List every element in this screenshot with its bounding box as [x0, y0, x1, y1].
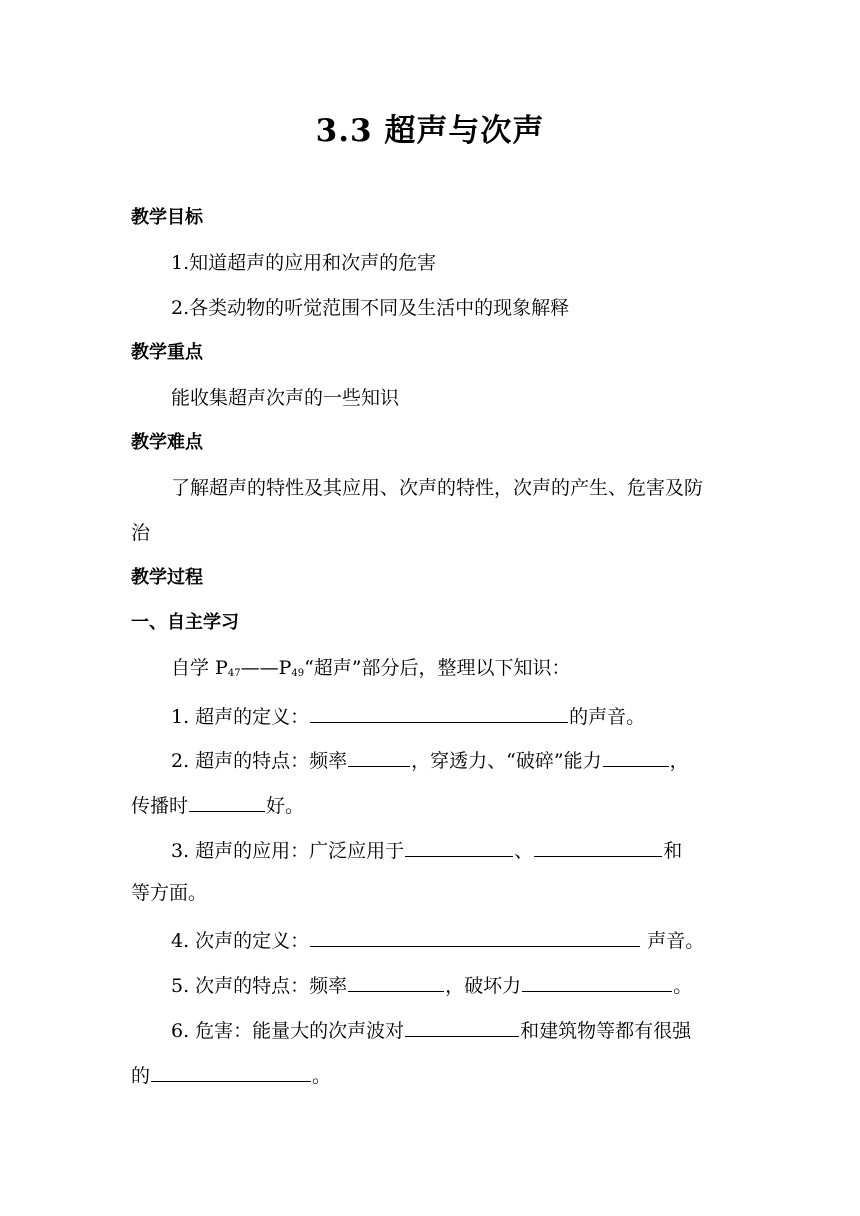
q6-target-blank[interactable] — [405, 1016, 519, 1037]
difficulties-text-line1: 了解超声的特性及其应用、次声的特性，次声的产生、危害及防 — [171, 477, 704, 499]
q3-application-blank-2[interactable] — [534, 836, 662, 857]
q2-mid: ，穿透力、“破碎”能力 — [411, 750, 602, 772]
process-heading: 教学过程 — [131, 567, 203, 588]
q2-line2-prefix: 传播时 — [131, 795, 189, 817]
q5-destruction-blank[interactable] — [522, 971, 672, 992]
q6-line2-prefix: 的 — [131, 1065, 151, 1087]
intro-suffix: “超声”部分后，整理以下知识： — [304, 657, 571, 679]
question-3-line2: 等方面。 — [131, 882, 208, 904]
objectives-heading: 教学目标 — [131, 207, 203, 228]
q2-line2-suffix: 好。 — [266, 795, 305, 817]
key-points-text: 能收集超声次声的一些知识 — [171, 387, 400, 409]
q6-prefix: 6. 危害：能量大的次声波对 — [171, 1020, 405, 1042]
intro-prefix: 自学 P — [171, 657, 228, 679]
q2-prefix: 2. 超声的特点：频率 — [171, 750, 348, 772]
q1-answer-blank[interactable] — [310, 702, 568, 723]
question-6-line2 — [131, 1061, 731, 1089]
self-study-intro — [171, 655, 731, 687]
q3-mid: 、 — [514, 840, 534, 862]
q4-prefix: 4. 次声的定义： — [171, 930, 310, 952]
question-1 — [171, 702, 731, 730]
q3-prefix: 3. 超声的应用：广泛应用于 — [171, 840, 405, 862]
intro-page-start: 47 — [227, 668, 241, 679]
question-5 — [171, 971, 731, 999]
difficulties-text-line2: 治 — [131, 522, 151, 544]
q4-suffix: 声音。 — [647, 930, 705, 952]
q1-suffix: 的声音。 — [569, 706, 646, 728]
q3-application-blank-1[interactable] — [405, 836, 513, 857]
q3-end: 和 — [663, 840, 683, 862]
q6-mid: 和建筑物等都有很强 — [520, 1020, 692, 1042]
intro-dash: ——P — [240, 657, 292, 679]
question-3 — [171, 836, 731, 864]
difficulties-heading: 教学难点 — [131, 432, 203, 453]
q2-penetration-blank[interactable] — [603, 746, 669, 767]
q5-prefix: 5. 次声的特点：频率 — [171, 975, 348, 997]
q5-frequency-blank[interactable] — [348, 971, 444, 992]
q5-end: 。 — [673, 975, 693, 997]
question-4 — [171, 926, 731, 954]
q5-mid: ，破坏力 — [445, 975, 522, 997]
objective-item-1: 1.知道超声的应用和次声的危害 — [171, 252, 437, 274]
q4-answer-blank[interactable] — [310, 926, 640, 947]
question-2 — [171, 746, 731, 774]
question-2-line2 — [131, 791, 731, 819]
intro-page-end: 49 — [291, 668, 305, 679]
q2-end: ， — [669, 750, 689, 772]
objective-item-2: 2.各类动物的听觉范围不同及生活中的现象解释 — [171, 297, 570, 319]
q2-frequency-blank[interactable] — [348, 746, 410, 767]
q1-prefix: 1. 超声的定义： — [171, 706, 310, 728]
q6-effect-blank[interactable] — [151, 1061, 311, 1082]
page-title: 3.3 超声与次声 — [315, 113, 545, 149]
q6-line2-suffix: 。 — [312, 1065, 332, 1087]
section1-heading: 一、自主学习 — [131, 612, 239, 633]
key-points-heading: 教学重点 — [131, 342, 203, 363]
question-6 — [171, 1016, 731, 1044]
q2-propagation-blank[interactable] — [189, 791, 265, 812]
